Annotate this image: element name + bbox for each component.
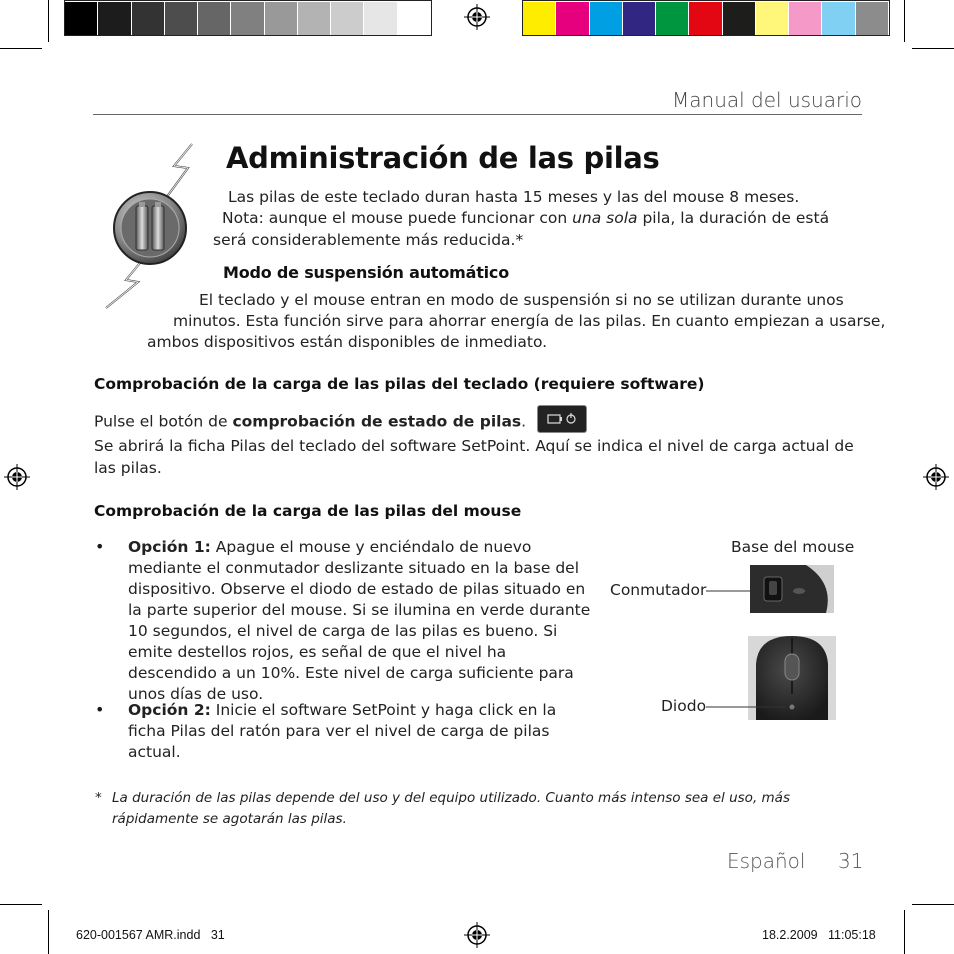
crop-mark	[904, 910, 905, 954]
color-swatch	[756, 2, 789, 35]
slug-file: 620-001567 AMR.indd 31	[76, 928, 225, 942]
option-1-label: Opción 1:	[128, 538, 211, 556]
footnote	[95, 788, 865, 830]
registration-mark-icon	[4, 464, 30, 490]
color-swatch	[398, 2, 431, 35]
color-swatch	[298, 2, 331, 35]
color-swatch	[656, 2, 689, 35]
page-title: Administración de las pilas	[226, 141, 660, 175]
switch-label: Conmutador	[610, 581, 707, 599]
color-swatch	[689, 2, 722, 35]
color-swatch	[556, 2, 589, 35]
registration-mark-icon	[464, 922, 490, 948]
crop-mark	[904, 0, 905, 42]
keyboard-check-text: .	[521, 412, 527, 431]
color-swatch	[331, 2, 364, 35]
header-title: Manual del usuario	[672, 88, 862, 112]
header-rule	[93, 114, 862, 115]
keyboard-check-text: Pulse el botón de	[94, 412, 233, 431]
crop-mark	[912, 48, 954, 49]
color-swatch	[856, 2, 889, 35]
sleep-line: minutos. Esta función sirve para ahorrar energía de las pilas. En cuanto empiezan a usarse,	[173, 312, 886, 330]
mouse-base-label: Base del mouse	[731, 538, 855, 556]
mouse-check-heading: Comprobación de la carga de las pilas del mouse	[94, 502, 522, 520]
color-swatch	[265, 2, 298, 35]
sleep-line: El teclado y el mouse entran en modo de suspensión si no se utilizan durante unos	[199, 291, 844, 309]
crop-mark	[0, 48, 42, 49]
mouse-base-image	[706, 563, 836, 615]
color-swatch	[231, 2, 264, 35]
battery-lightning-icon	[104, 140, 204, 310]
intro-text: Nota: aunque el mouse puede funcionar con	[222, 209, 573, 227]
keyboard-check-line: las pilas.	[94, 459, 162, 477]
battery-check-key-icon	[537, 405, 587, 433]
color-swatch	[165, 2, 198, 35]
color-swatch	[65, 2, 98, 35]
keyboard-check-line	[94, 408, 587, 436]
process-color-bar	[522, 0, 890, 36]
bullet: •	[95, 537, 105, 556]
footer-language: Español	[727, 849, 806, 873]
option-2-text	[128, 700, 598, 763]
keyboard-check-line: Se abrirá la ficha Pilas del teclado del software SetPoint. Aquí se indica el nivel de carga actual de	[94, 437, 854, 455]
registration-mark-icon	[923, 464, 949, 490]
color-swatch	[822, 2, 855, 35]
keyboard-check-heading: Comprobación de la carga de las pilas del teclado (requiere software)	[94, 375, 705, 393]
footnote-mark: *	[95, 790, 102, 806]
mouse-top-image	[706, 634, 838, 720]
color-swatch	[789, 2, 822, 35]
gray-color-bar	[64, 0, 432, 36]
battery-check-button-name: comprobación de estado de pilas	[232, 412, 522, 431]
option-1-text	[128, 537, 598, 705]
color-swatch	[132, 2, 165, 35]
color-swatch	[723, 2, 756, 35]
color-swatch	[98, 2, 131, 35]
sleep-heading: Modo de suspensión automático	[223, 263, 510, 282]
option-2-label: Opción 2:	[128, 701, 211, 719]
slug-date: 18.2.2009 11:05:18	[762, 928, 876, 942]
color-swatch	[590, 2, 623, 35]
crop-mark	[912, 904, 954, 905]
bullet: •	[95, 700, 105, 719]
color-swatch	[198, 2, 231, 35]
intro-emphasis: una sola	[572, 209, 638, 227]
option-1-body: Apague el mouse y enciéndalo de nuevo mediante el conmutador deslizante situado en la base del dispositivo. Observe el diodo de estado de pilas situado en la parte superior del mouse. Si se ilumina en verde durante 10 segundos, el nivel de carga de las pilas es bueno. Si emite destellos rojos, es señal de que el nivel ha descendido a un 10%. Este nivel de carga suficiente para unos días de uso.	[128, 538, 591, 703]
crop-mark	[0, 904, 42, 905]
crop-mark	[48, 0, 49, 42]
intro-line: será considerablemente más reducida.*	[213, 231, 524, 249]
intro-line	[222, 208, 829, 229]
color-swatch	[523, 2, 556, 35]
color-swatch	[364, 2, 397, 35]
crop-mark	[48, 910, 49, 954]
intro-line: Las pilas de este teclado duran hasta 15 meses y las del mouse 8 meses.	[228, 188, 800, 206]
footnote-text: La duración de las pilas depende del uso y del equipo utilizado. Cuanto más intenso sea el uso, más rápidamente se agotarán las pilas.	[112, 790, 790, 827]
page-number: 31	[838, 849, 864, 873]
intro-text: pila, la duración de está	[637, 209, 830, 227]
registration-mark-icon	[464, 4, 490, 30]
color-swatch	[623, 2, 656, 35]
sleep-line: ambos dispositivos están disponibles de inmediato.	[147, 333, 548, 351]
diode-label: Diodo	[661, 697, 707, 715]
option-2-body: Inicie el software SetPoint y haga click en la ficha Pilas del ratón para ver el nivel de carga de pilas actual.	[128, 701, 557, 761]
